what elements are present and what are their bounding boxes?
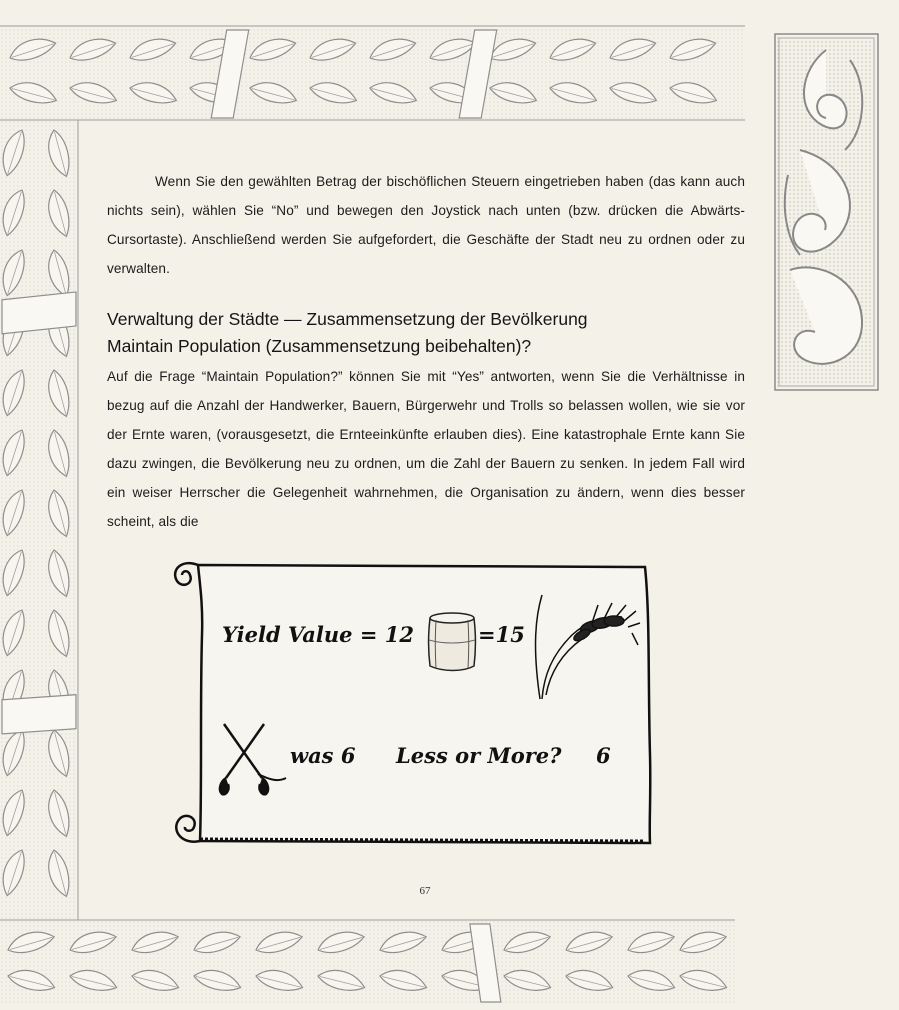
body-paragraph-block xyxy=(107,362,745,536)
intro-paragraph-block xyxy=(107,167,745,283)
paragraph-2: Auf die Frage “Maintain Population?” können Sie mit “Yes” antworten, wenn Sie die Verhältnisse in bezug auf die Anzahl der Handwerker, Bauern, Bürgerwehr und Trolls so belassen wollen, wie sie vor der Ernte waren, (vorausgesetzt, die Ernteeinkünfte erlauben dies). Eine katastrophale Ernte kann Sie dazu zwingen, die Bevölkerung neu zu ordnen, um die Zahl der Bauern zu senken. In jedem Fall wird ein weiser Herrscher die Gelegenheit wahrnehmen, die Organisation zu ändern, wenn dies besser scheint, als die xyxy=(107,369,745,529)
yield-result: =15 xyxy=(478,622,525,647)
ornament-panel xyxy=(775,34,878,390)
population-value: 6 xyxy=(596,743,611,768)
heading-line-1: Verwaltung der Städte — Zusammensetzung der Bevölkerung xyxy=(107,309,588,329)
less-or-more-question: Less or More? xyxy=(396,743,562,768)
yield-label: Yield Value = 12 xyxy=(222,622,414,647)
bottom-border xyxy=(0,920,735,1004)
paragraph-1: Wenn Sie den gewählten Betrag der bischöflichen Steuern eingetrieben haben (das kann auch nichts sein), wählen Sie “No” und bewegen den Joystick nach unten (bzw. drücken die Abwärts-Cursortaste). Anschließend werden Sie aufgefordert, die Geschäfte der Stadt neu zu ordnen oder zu verwalten. xyxy=(107,174,745,276)
was-label: was 6 xyxy=(290,743,356,768)
page-number: 67 xyxy=(419,885,431,897)
heading-line-2: Maintain Population (Zusammensetzung beibehalten)? xyxy=(107,336,532,356)
barrel-icon xyxy=(429,613,476,671)
top-border xyxy=(0,26,745,120)
scroll-illustration xyxy=(160,555,665,855)
section-heading xyxy=(107,306,745,360)
left-border xyxy=(0,120,78,920)
